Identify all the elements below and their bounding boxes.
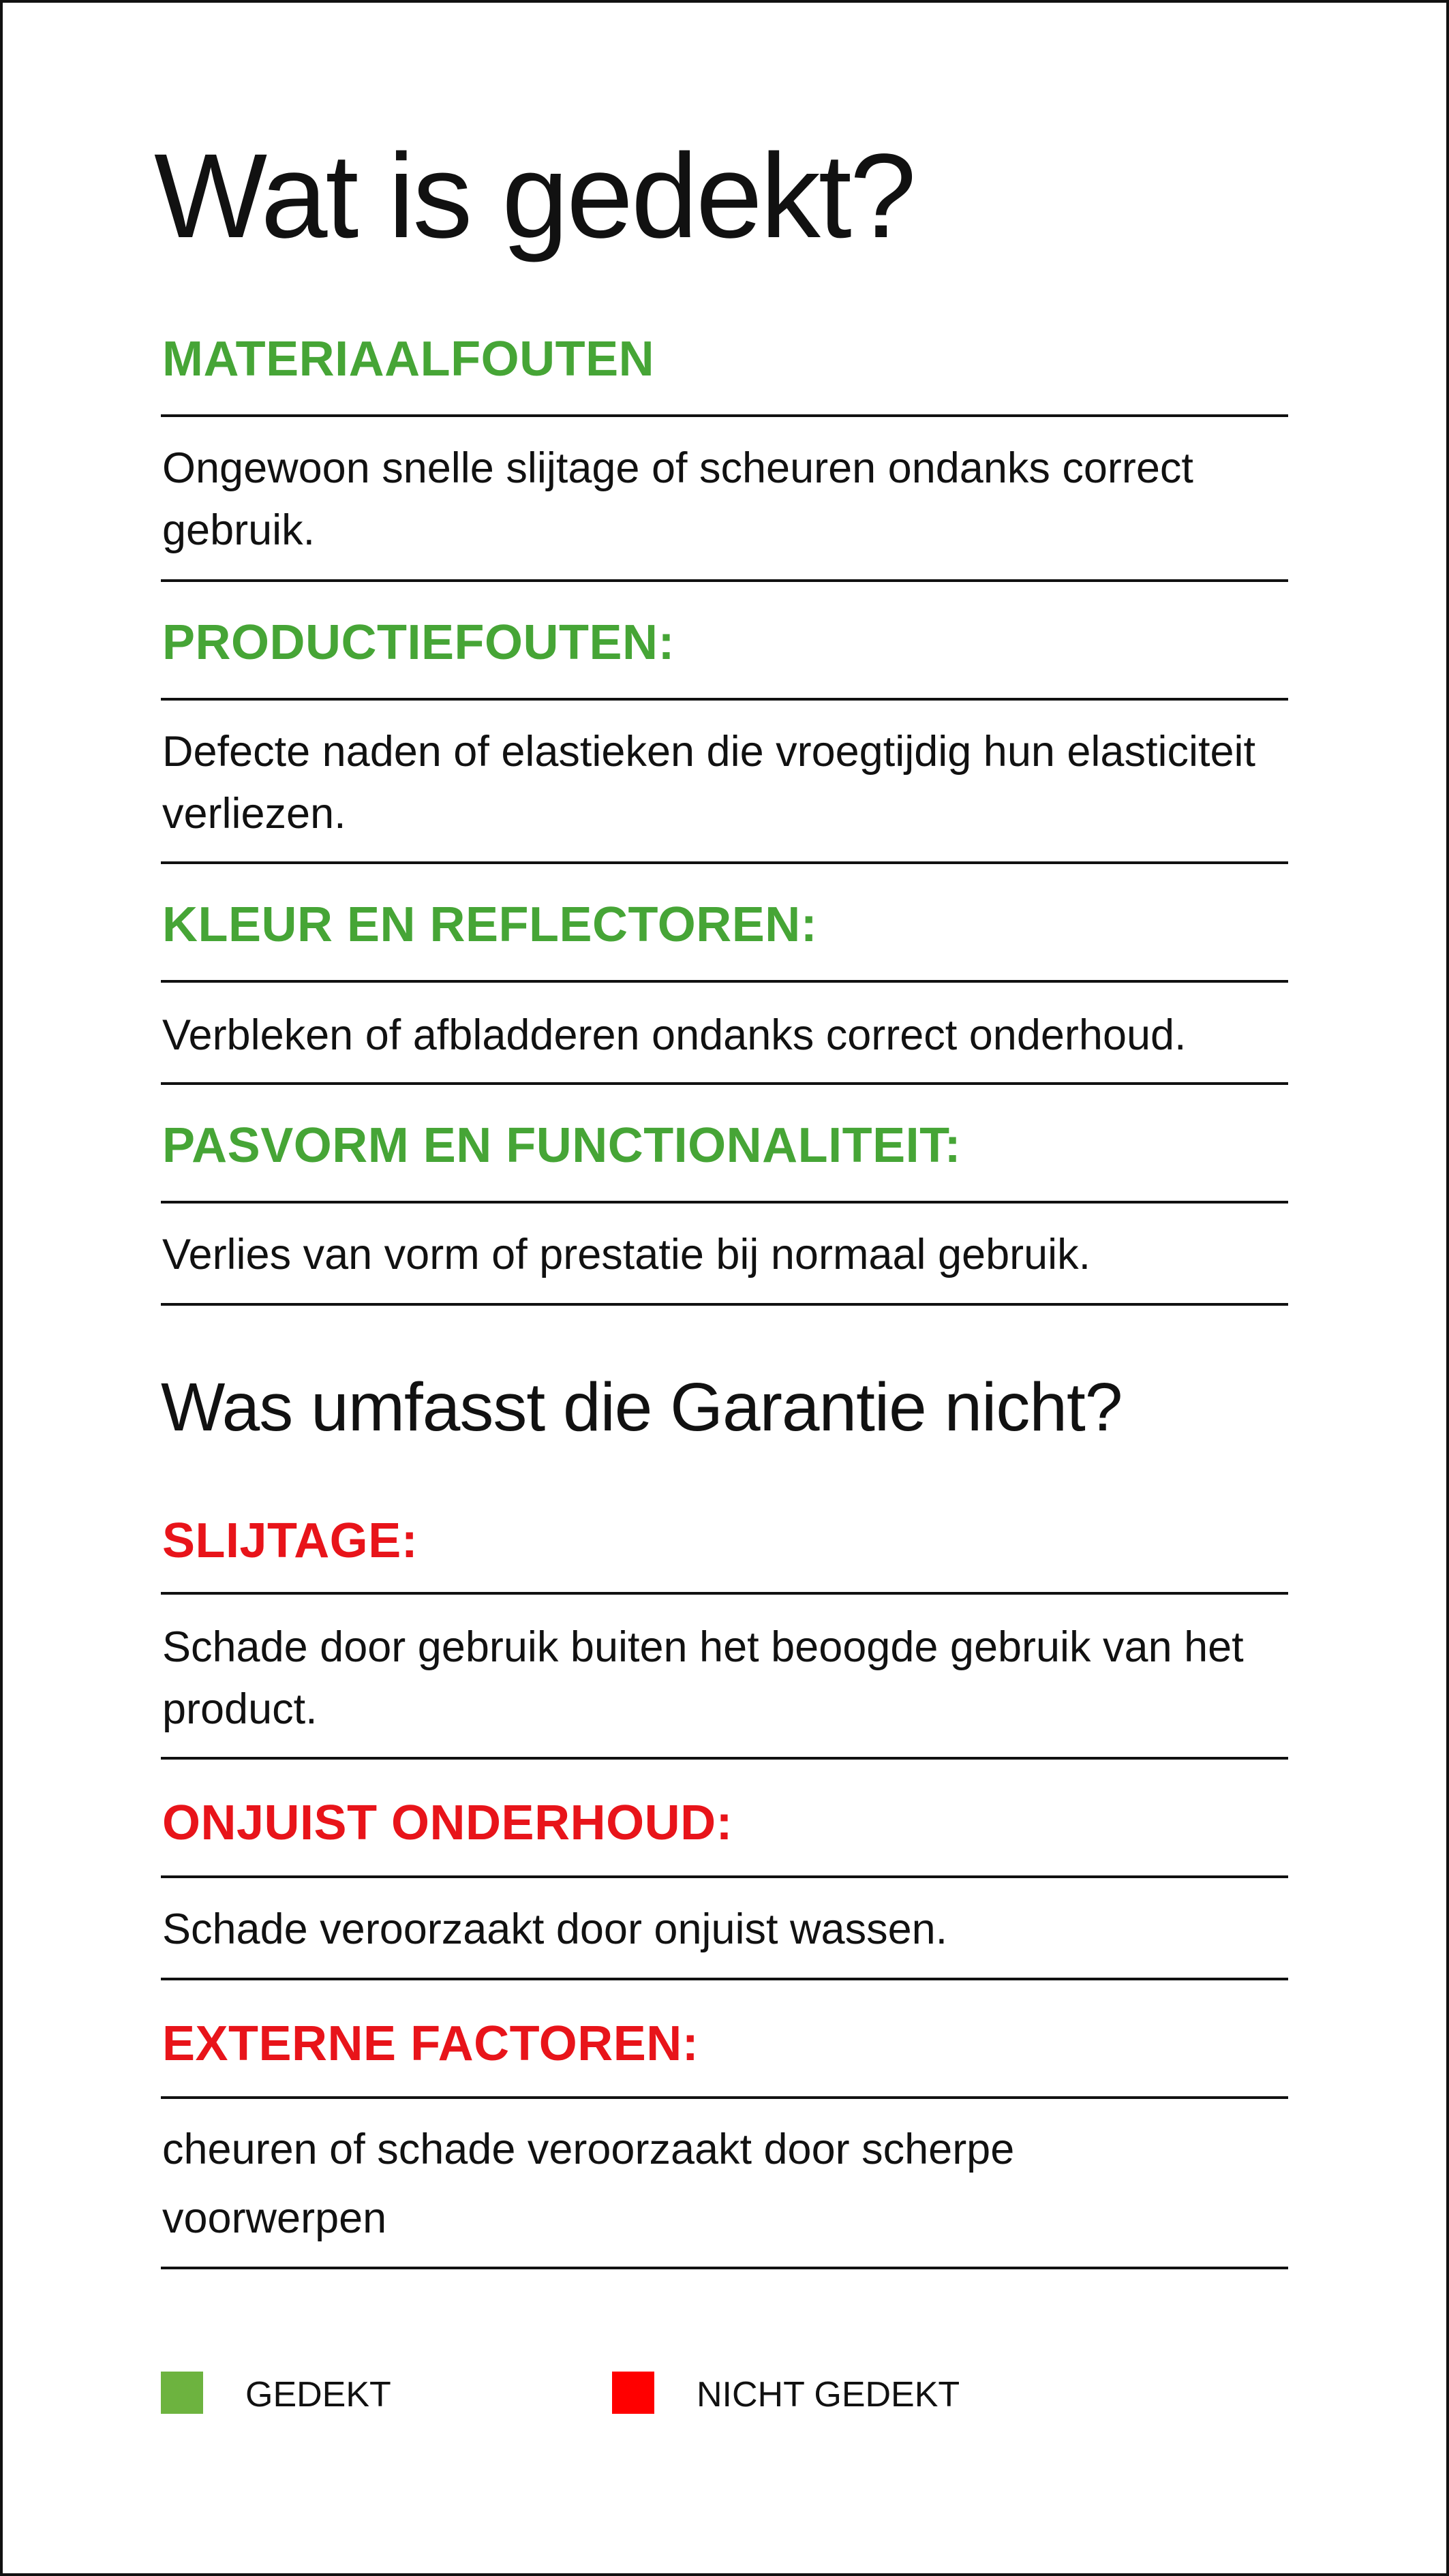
not-covered-text-external: cheuren of schade veroorzaakt door scherpe voorwerpen [162, 2126, 1015, 2242]
divider [161, 698, 1288, 701]
divider [161, 861, 1288, 864]
not-covered-text-wear: Schade door gebruik buiten het beoogde gebruik van het product. [162, 1623, 1244, 1734]
not-covered-heading-external: EXTERNE FACTOREN: [162, 2017, 699, 2071]
divider [161, 1201, 1288, 1203]
divider [161, 1978, 1288, 1980]
divider [161, 2096, 1288, 2099]
covered-heading-production: PRODUCTIEFOUTEN: [162, 615, 675, 670]
divider [161, 2267, 1288, 2269]
covered-heading-material: MATERIAALFOUTEN [162, 332, 655, 386]
divider [161, 1875, 1288, 1878]
section-title-not-covered: Was umfasst die Garantie nicht? [161, 1369, 1123, 1445]
divider [161, 579, 1288, 582]
legend-swatch-not-covered [612, 2372, 654, 2414]
page-title: Wat is gedekt? [154, 129, 915, 263]
divider [161, 980, 1288, 983]
divider [161, 1082, 1288, 1085]
not-covered-text-maintenance: Schade veroorzaakt door onjuist wassen. [162, 1905, 948, 1953]
not-covered-heading-maintenance: ONJUIST ONDERHOUD: [162, 1796, 733, 1850]
divider [161, 1592, 1288, 1595]
not-covered-heading-wear: SLIJTAGE: [162, 1514, 418, 1568]
covered-text-color: Verbleken of afbladderen ondanks correct onderhoud. [162, 1011, 1187, 1059]
divider [161, 414, 1288, 417]
legend-label-covered: GEDEKT [245, 2375, 391, 2414]
divider [161, 1757, 1288, 1760]
divider [161, 1303, 1288, 1306]
legend-swatch-covered [161, 2372, 203, 2414]
covered-heading-color: KLEUR EN REFLECTOREN: [162, 898, 818, 952]
covered-text-production: Defecte naden of elastieken die vroegtijdig hun elasticiteit verliezen. [162, 728, 1256, 838]
covered-text-material: Ongewoon snelle slijtage of scheuren ondanks correct gebruik. [162, 444, 1193, 555]
legend-label-not-covered: NICHT GEDEKT [697, 2375, 960, 2414]
covered-heading-fit: PASVORM EN FUNCTIONALITEIT: [162, 1118, 962, 1173]
covered-text-fit: Verlies van vorm of prestatie bij normaal gebruik. [162, 1231, 1091, 1278]
